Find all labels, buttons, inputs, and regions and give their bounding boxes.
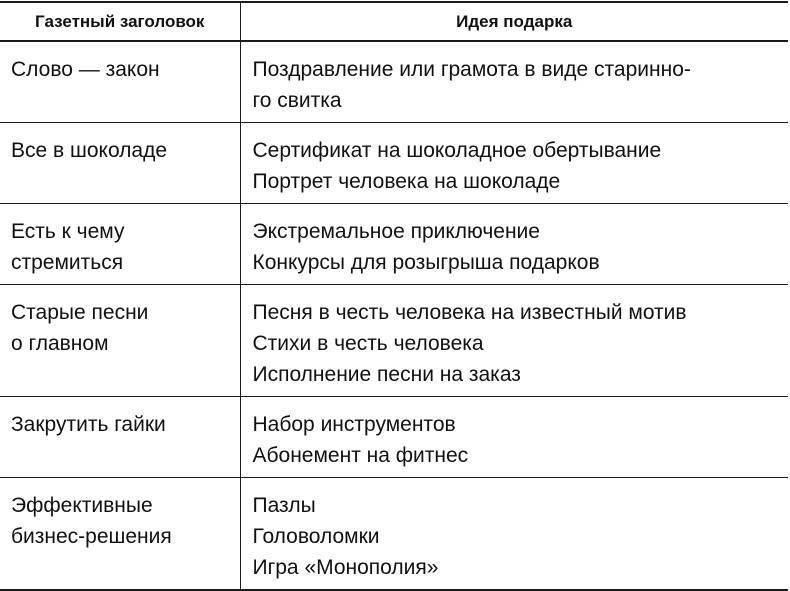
headline-cell: [0, 397, 240, 478]
gift-ideas-table-container: [0, 1, 788, 591]
idea-text: Экстремальное приключение: [252, 220, 540, 243]
headline-text: Слово — закон: [11, 58, 160, 81]
header-row: [0, 2, 788, 41]
headline-cell: [0, 41, 240, 123]
table-row: [0, 285, 788, 397]
idea-text: Головоломки: [252, 525, 380, 548]
idea-cell: [240, 397, 788, 478]
gift-ideas-table: [0, 1, 788, 591]
headline-cell: [0, 123, 240, 204]
idea-text: Стихи в честь человека: [252, 332, 484, 355]
table-body: [0, 41, 788, 590]
headline-text: Есть к чему: [11, 220, 125, 243]
idea-text: Поздравление или грамота в виде старинно-: [252, 58, 691, 81]
headline-text: Закрутить гайки: [11, 413, 166, 436]
table-row: [0, 123, 788, 204]
headline-text: Старые песни: [11, 301, 149, 324]
idea-text: Игра «Монополия»: [252, 556, 439, 579]
idea-text: Сертификат на шоколадное обертывание: [252, 139, 662, 162]
idea-text: Портрет человека на шоколаде: [252, 170, 561, 193]
headline-cell: [0, 285, 240, 397]
idea-text: Набор инструментов: [252, 413, 456, 436]
idea-text: Песня в честь человека на известный мотив: [252, 301, 687, 324]
idea-text: Абонемент на фитнес: [252, 444, 469, 467]
headline-cell: [0, 204, 240, 285]
column-header-headline: Газетный заголовок: [0, 2, 240, 41]
table-row: [0, 397, 788, 478]
idea-cell: [240, 204, 788, 285]
headline-text: бизнес-решения: [11, 525, 172, 548]
headline-text: Все в шоколаде: [11, 139, 168, 162]
table-row: [0, 204, 788, 285]
column-header-idea: Идея подарка: [240, 2, 788, 41]
idea-text: Пазлы: [252, 494, 316, 517]
idea-cell: [240, 41, 788, 123]
headline-text: Эффективные: [11, 494, 153, 517]
idea-text: Конкурсы для розыгрыша подарков: [252, 251, 600, 274]
table-row: [0, 478, 788, 591]
table-row: [0, 41, 788, 123]
headline-cell: [0, 478, 240, 591]
idea-text: Исполнение песни на заказ: [252, 363, 521, 386]
headline-text: стремиться: [11, 251, 124, 274]
idea-text: го свитка: [252, 89, 342, 112]
table-header: [0, 2, 788, 41]
idea-cell: [240, 123, 788, 204]
headline-text: о главном: [11, 332, 109, 355]
idea-cell: [240, 285, 788, 397]
idea-cell: [240, 478, 788, 591]
